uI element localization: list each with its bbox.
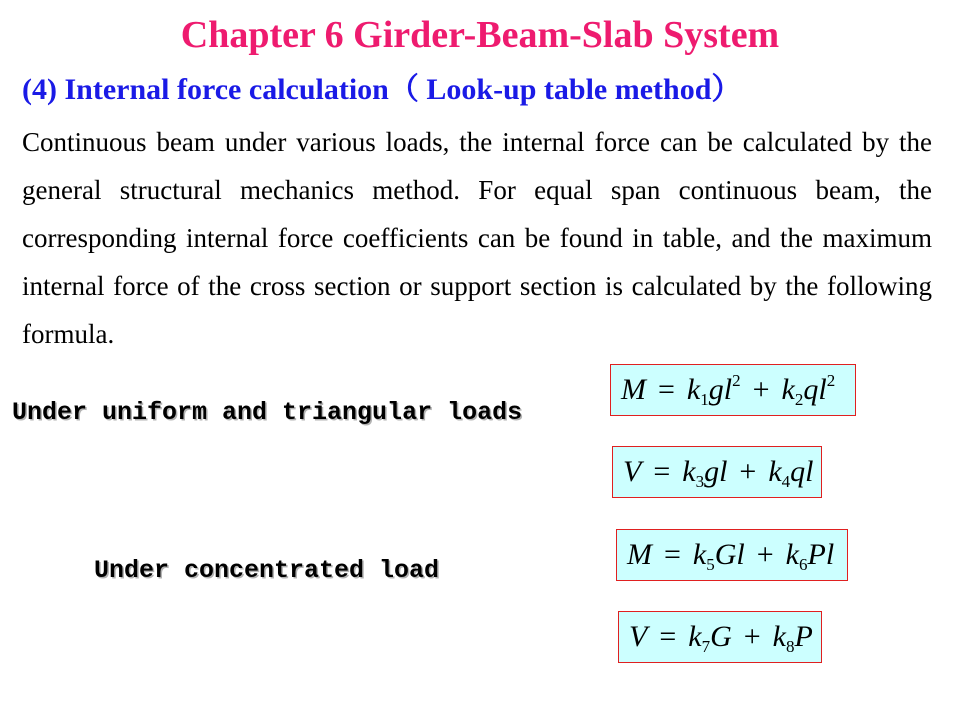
body-paragraph: Continuous beam under various loads, the internal force can be calculated by the general structural mechanics method. For equal span continuous beam, the corresponding internal force coefficients can be found in table, and the maximum internal force of the cross section or support section is calculated by the following formula. [22,127,932,349]
moment-concentrated-formula: M = $k_5Gl$ + $k_6Pl$ [616,529,848,581]
section-subtitle: (4) Internal force calculation（ Look-up table method） [22,73,742,106]
uniform-load-label: Under uniform and triangular loads [12,398,523,427]
slide-title: Chapter 6 Girder-Beam-Slab System [180,14,780,56]
moment-uniform-formula: M = $k_1gl^2$ + $k_2ql^2$ [610,364,856,416]
concentrated-load-label: Under concentrated load [94,556,440,585]
shear-concentrated-formula: V = $k_7G$ + $k_8P$ [618,611,822,663]
shear-uniform-formula: V = $k_3gl$ + $k_4ql$ [612,446,822,498]
